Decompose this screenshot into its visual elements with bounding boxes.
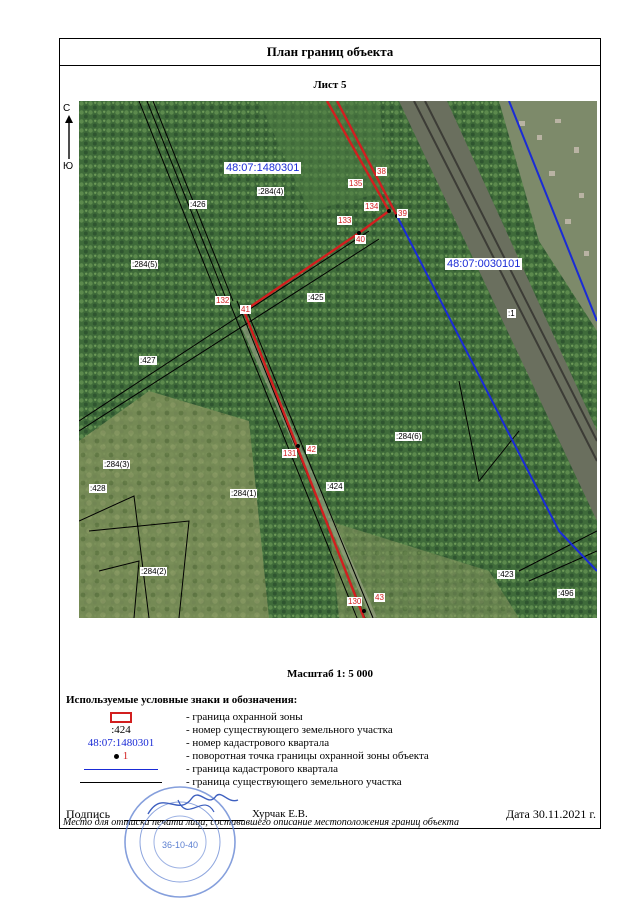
point-label: 41 [241,305,250,314]
legend-row-zone [60,711,600,724]
quarter-label: 48:07:0030101 [447,258,521,270]
point-label: 130 [348,597,362,606]
parcel-label: :284(3) [104,460,130,469]
stamp-number: 36-10-40 [161,840,199,850]
legend-zone-symbol [60,711,182,724]
parcel-label: :284(6) [396,432,422,441]
parcel-label: :425 [308,293,324,302]
legend-turn-point-text: - поворотная точка границы охранной зоны объекта [186,750,429,762]
parcel-label: :428 [90,484,106,493]
parcel-label: :284(1) [231,489,257,498]
legend-row-quarter-number [60,737,600,750]
point-label: 42 [307,445,316,454]
north-arrow [61,103,75,173]
field-area [79,391,269,618]
parcel-label: :426 [190,200,206,209]
parcel-label: :496 [558,589,574,598]
south-label: Ю [63,161,74,172]
legend-turn-point-symbol: 1 [60,750,182,763]
legend-quarter-boundary-symbol [60,763,182,776]
signature-date: Дата 30.11.2021 г. [505,807,596,821]
point-label: 133 [338,216,352,225]
scale-label: Масштаб 1: 5 000 [286,668,373,680]
parcel-label: :427 [140,356,156,365]
stamp-place-note: Место для оттиска печати лица, составившего описание местоположения границ объекта [63,817,460,828]
signature-name: Хурчак Е.В. [252,808,308,820]
legend-row-quarter-boundary [60,763,600,776]
point-label: 39 [398,209,407,218]
legend-parcel-number-symbol: :424 [111,724,131,736]
parcel-label: :284(2) [141,567,167,576]
legend-quarter-number-text: - номер кадастрового квартала [186,737,330,749]
legend-row-turn-point [60,750,600,763]
parcel-label: :424 [327,482,343,491]
legend-quarter-number-symbol: 48:07:1480301 [87,737,155,749]
point-label: 132 [216,296,230,305]
signature-label: Подпись [66,807,111,821]
legend-parcel-boundary-text: - граница существующего земельного участка [186,776,402,788]
official-stamp [118,778,250,900]
sheet-label: Лист 5 [313,79,347,91]
legend-parcel-number-text: - номер существующего земельного участка [186,724,393,736]
legend-title: Используемые условные знаки и обозначения: [66,694,298,706]
parcel-label: :423 [498,570,514,579]
map-canvas [79,101,597,618]
quarter-label: 48:07:1480301 [226,162,300,174]
parcel-label: :1 [508,309,515,318]
point-label: 134 [365,202,379,211]
satellite-map [79,101,597,618]
legend-row-parcel-number [60,724,600,737]
point-label: 38 [377,167,386,176]
north-arrow-icon [64,115,74,161]
legend-zone-text: - граница охранной зоны [186,711,303,723]
point-label: 40 [356,235,365,244]
parcel-label: :284(4) [258,187,284,196]
legend-quarter-boundary-text: - граница кадастрового квартала [186,763,338,775]
point-label: 131 [283,449,297,458]
parcel-label: :284(5) [132,260,158,269]
page-title: План границ объекта [60,39,600,66]
point-label: 43 [375,593,384,602]
point-label: 135 [349,179,363,188]
north-label: С [63,103,71,114]
